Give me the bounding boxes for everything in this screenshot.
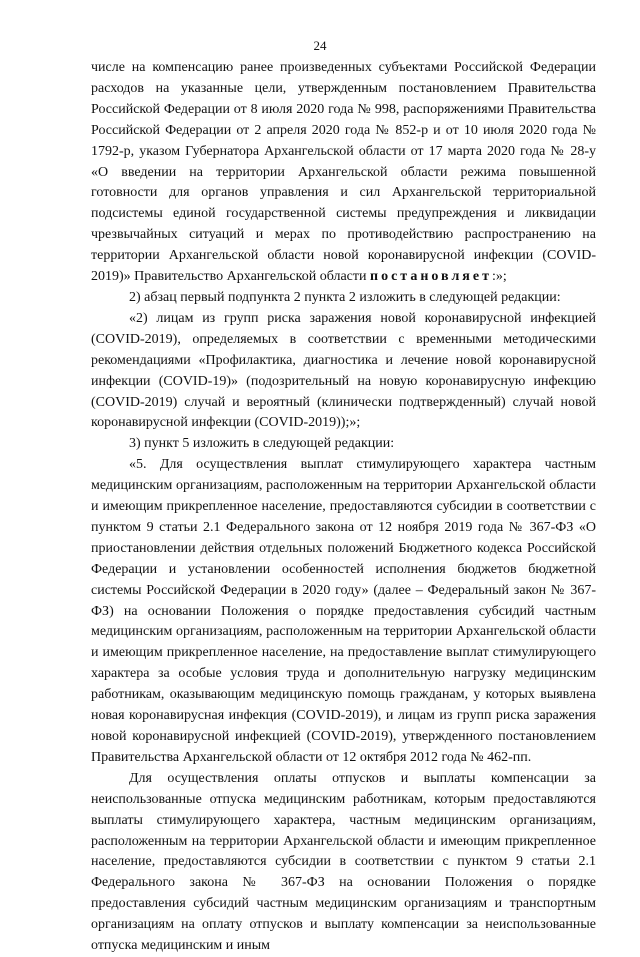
emphasized-word: постановляет	[370, 269, 492, 285]
paragraph-item-2: 2) абзац первый подпункта 2 пункта 2 изложить в следующей редакции:	[129, 289, 561, 305]
paragraph-text: числе на компенсацию ранее произведенных субъектами Российской Федерации расходов на указанные цели, утвержденным постановлением Правительства Российской Федерации от 8 июля 2020 года № 998, распоряжениями Правительства Российской Федерации от 2 апреля 2020 года № 852-р и от 10 июля 2020 года № 1792-р, указом Губернатора Архангельской области от 17 марта 2020 года № 28-у «О введении на территории Архангельской области режима повышенной готовности для органов управления и сил Архангельской территориальной подсистемы единой государственной системы предупреждения и ликвидации чрезвычайных ситуаций и мерах по противодействию распространению на территории Архангельской области новой коронавирусной инфекции (COVID-2019)» Правительство Архангельской области	[91, 60, 596, 285]
paragraph-point-5: «5. Для осуществления выплат стимулирующего характера частным медицинским организациям, расположенным на территории Архангельской области и имеющим прикрепленное население, предоставляются субсидии в соответствии с пунктом 9 статьи 2.1 Федерального закона от 12 ноября 2019 года № 367-ФЗ «О приостановлении действия отдельных положений Бюджетного кодекса Российской Федерации и установлении особенностей исполнения бюджетов бюджетной системы Российской Федерации в 2020 году» (далее – Федеральный закон № 367-ФЗ) на основании Положения о порядке предоставления субсидий частным медицинским организациям, расположенным на территории Архангельской области и имеющим прикрепленное население, на предоставление выплат стимулирующего характера за особые условия труда и дополнительную нагрузку медицинским работникам, оказывающим медицинскую помощь гражданам, у которых выявлена новая коронавирусная инфекция (COVID-2019), и лицам из групп риска заражения новой коронавирусной инфекцией (COVID-2019), утвержденного постановлением Правительства Архангельской области от 12 октября 2012 года № 462-пп.	[91, 457, 596, 765]
document-body	[91, 58, 596, 957]
paragraph-vacation-payments: Для осуществления оплаты отпусков и выплаты компенсации за неиспользованные отпуска медицинским работникам, которым предоставляются выплаты стимулирующего характера, частным медицинским организациям, расположенным на территории Архангельской области и имеющим прикрепленное население, предоставляются субсидии в соответствии с пунктом 9 статьи 2.1 Федерального закона № 367-ФЗ на основании Положения о порядке предоставления субсидий частным медицинским организациям и транспортным организациям на оплату отпусков и выплату компенсации за неиспользованные отпуска медицинским и иным	[91, 770, 596, 954]
paragraph-item-2-text: «2) лицам из групп риска заражения новой коронавирусной инфекцией (COVID-2019), определяемых в соответствии с временными методическими рекомендациями «Профилактика, диагностика и лечение новой коронавирусной инфекции (COVID-19)» (подозрительный на новую коронавирусную инфекцию (COVID-2019) случай и вероятный (клинически подтвержденный) случай новой коронавирусной инфекции (COVID-2019));»;	[91, 310, 596, 431]
paragraph-tail: :»;	[491, 269, 507, 285]
paragraph-item-3: 3) пункт 5 изложить в следующей редакции:	[129, 436, 395, 452]
paragraph-preamble-continuation	[91, 58, 596, 288]
page-number: 24	[313, 38, 327, 53]
